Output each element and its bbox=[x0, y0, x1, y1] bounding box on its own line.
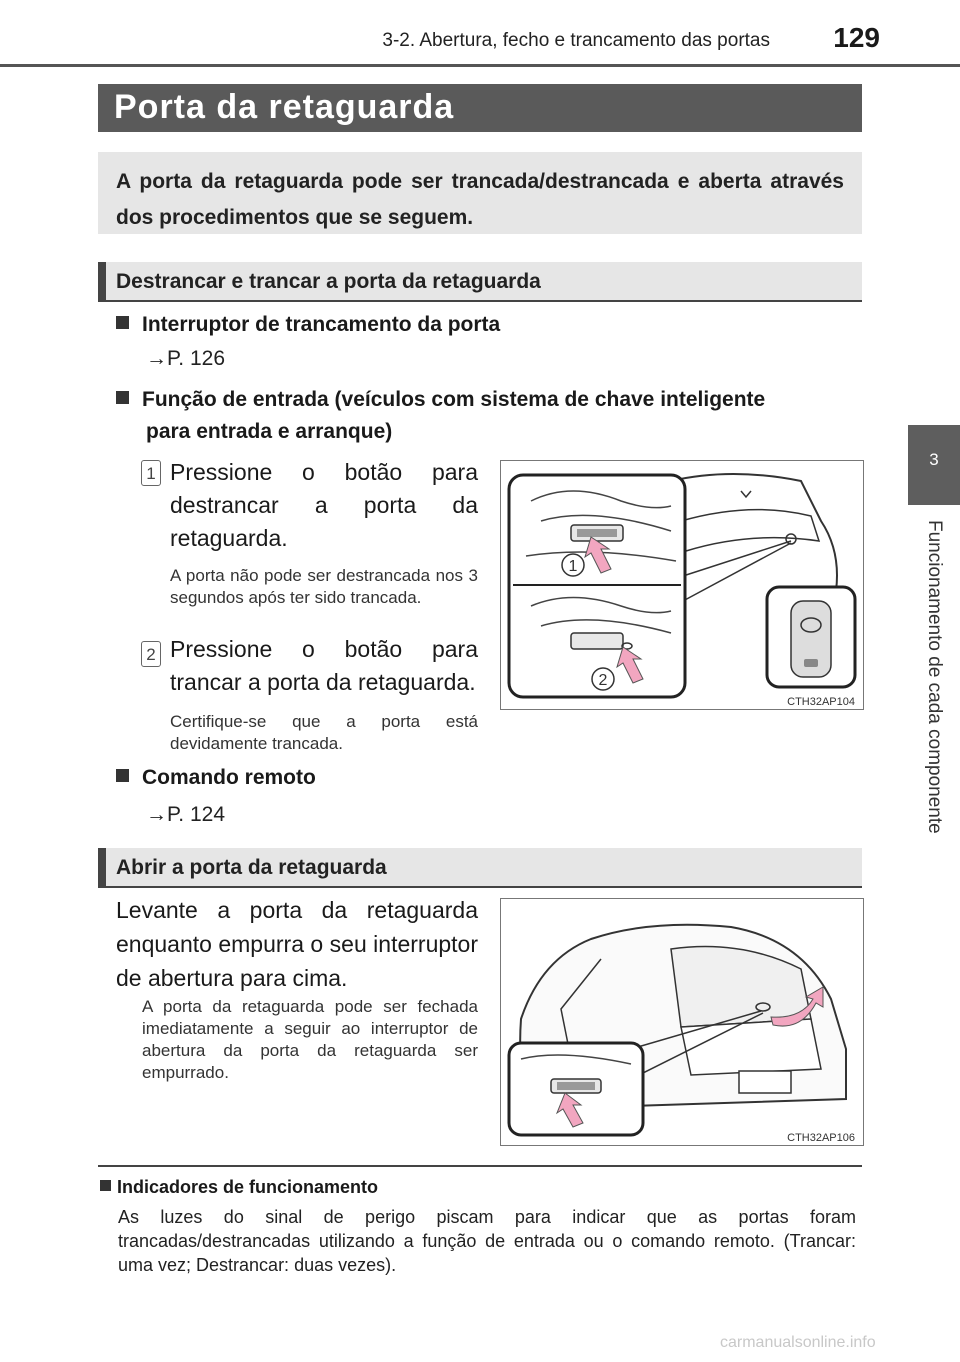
footnote-title-text: Indicadores de funcionamento bbox=[117, 1177, 379, 1197]
item-remote-control bbox=[116, 766, 316, 790]
page-title: Porta da retaguarda bbox=[114, 88, 455, 126]
item-door-lock-switch bbox=[116, 313, 500, 337]
section1-header-bar bbox=[98, 262, 106, 302]
footnote-divider bbox=[98, 1165, 862, 1167]
intro-text: A porta da retaguarda pode ser trancada/destrancada e aberta através dos procedimentos que se seguem. bbox=[116, 170, 844, 229]
page-ref-124[interactable]: →P. 124 bbox=[146, 803, 226, 826]
figure-smart-key-buttons bbox=[500, 460, 864, 710]
item-entry-function-title-cont: para entrada e arranque) bbox=[146, 420, 393, 443]
figure-callout-1: 1 bbox=[568, 558, 578, 575]
bullet-square-icon bbox=[116, 391, 129, 404]
item-remote-control-title: Comando remoto bbox=[142, 766, 316, 789]
header-divider bbox=[0, 64, 960, 67]
figure2-code: CTH32AP106 bbox=[787, 1132, 855, 1144]
page-ref-126[interactable]: →P. 126 bbox=[146, 347, 226, 370]
figure-callout-2: 2 bbox=[598, 672, 608, 689]
chapter-number: 3 bbox=[929, 450, 939, 469]
section2-text: Levante a porta da retaguarda enquanto empurra o seu interruptor de abertura para cima. bbox=[116, 897, 478, 991]
step1-note: A porta não pode ser destrancada nos 3 segundos após ter sido trancada. bbox=[170, 566, 478, 607]
step1-text: Pressione o botão para destrancar a porta da retaguarda. bbox=[170, 459, 478, 551]
section2-note: A porta da retaguarda pode ser fechada imediatamente a seguir ao interruptor de abertura da porta da retaguarda ser empurrado. bbox=[142, 997, 478, 1082]
step-number-2: 2 bbox=[141, 641, 161, 667]
step2-text: Pressione o botão para trancar a porta da retaguarda. bbox=[170, 636, 478, 695]
footnote-title bbox=[100, 1177, 378, 1198]
step-number-1: 1 bbox=[141, 460, 161, 486]
section2-heading: Abrir a porta da retaguarda bbox=[116, 856, 387, 879]
section2-header-bar bbox=[98, 848, 106, 888]
item-entry-function bbox=[116, 388, 765, 412]
footnote-text: As luzes do sinal de perigo piscam para indicar que as portas foram trancadas/destrancadas utilizando a função de entrada ou o comando remoto. (Trancar: uma vez; Destrancar: duas vezes). bbox=[118, 1207, 856, 1275]
page-number: 129 bbox=[833, 22, 880, 53]
figure-rear-door-illustration bbox=[501, 899, 863, 1145]
bullet-square-icon bbox=[116, 769, 129, 782]
step2-note: Certifique-se que a porta está devidamente trancada. bbox=[170, 712, 478, 753]
item-door-lock-switch-title: Interruptor de trancamento da porta bbox=[142, 313, 501, 336]
figure-code: CTH32AP104 bbox=[787, 696, 855, 708]
section-heading: 3-2. Abertura, fecho e trancamento das portas bbox=[382, 30, 770, 51]
bullet-square-icon bbox=[116, 316, 129, 329]
figure-smart-key-illustration bbox=[501, 461, 863, 709]
section1-heading: Destrancar e trancar a porta da retaguarda bbox=[116, 270, 541, 293]
bullet-square-icon bbox=[100, 1180, 111, 1191]
watermark: carmanualsonline.info bbox=[720, 1334, 876, 1351]
figure-rear-door-opening bbox=[500, 898, 864, 1146]
item-entry-function-title: Função de entrada (veículos com sistema de chave inteligente bbox=[142, 388, 766, 411]
